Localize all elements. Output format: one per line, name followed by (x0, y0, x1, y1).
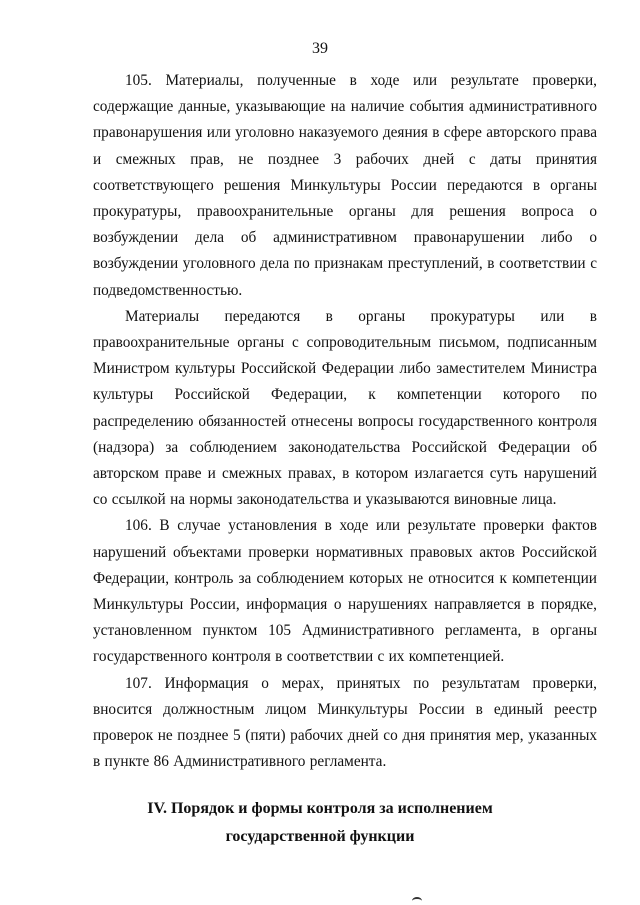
page-number: 39 (312, 40, 328, 57)
cut-off-text-mark (412, 897, 422, 905)
paragraph-105: 105. Материалы, полученные в ходе или результате проверки, содержащие данные, указывающие на наличие события административного правонарушения или уголовно наказуемого деяния в сфере авторского права и смежных прав, не позднее 3 рабочих дней с даты принятия соответствующего решения Минкультуры России передаются в органы прокуратуры, правоохранительные органы для решения вопроса о возбуждении дела об административном правонарушении либо о возбуждении уголовного дела по признакам преступлений, в соответствии с подведомственностью. (93, 72, 597, 299)
paragraph-107: 107. Информация о мерах, принятых по результатам проверки, вносится должностным лицом Минкультуры России в единый реестр проверок не позднее 5 (пяти) рабочих дней со дня принятия мер, указанных в пункте 86 Административного регламента. (93, 674, 597, 771)
section-heading-line-1: IV. Порядок и формы контроля за исполнением (147, 800, 493, 817)
paragraph-materials-transfer: Материалы передаются в органы прокуратуры или в правоохранительные органы с сопроводительным письмом, подписанным Министром культуры Российской Федерации либо заместителем Министра культуры Российской Федерации, к компетенции которого по распределению обязанностей отнесены вопросы государственного контроля (надзора) за соблюдением законодательства Российской Федерации об авторском праве и смежных правах, в котором излагается суть нарушений со ссылкой на нормы законодательства и указываются виновные лица. (93, 307, 597, 509)
section-heading-line-2: государственной функции (225, 828, 415, 845)
document-body (93, 68, 597, 775)
paragraph-106: 106. В случае установления в ходе или результате проверки фактов нарушений объектами проверки нормативных правовых актов Российской Федерации, контроль за соблюдением которых не относится к компетенции Минкультуры России, информация о нарушениях направляется в порядке, установленном пунктом 105 Административного регламента, в органы государственного контроля в соответствии с их компетенцией. (93, 517, 597, 666)
